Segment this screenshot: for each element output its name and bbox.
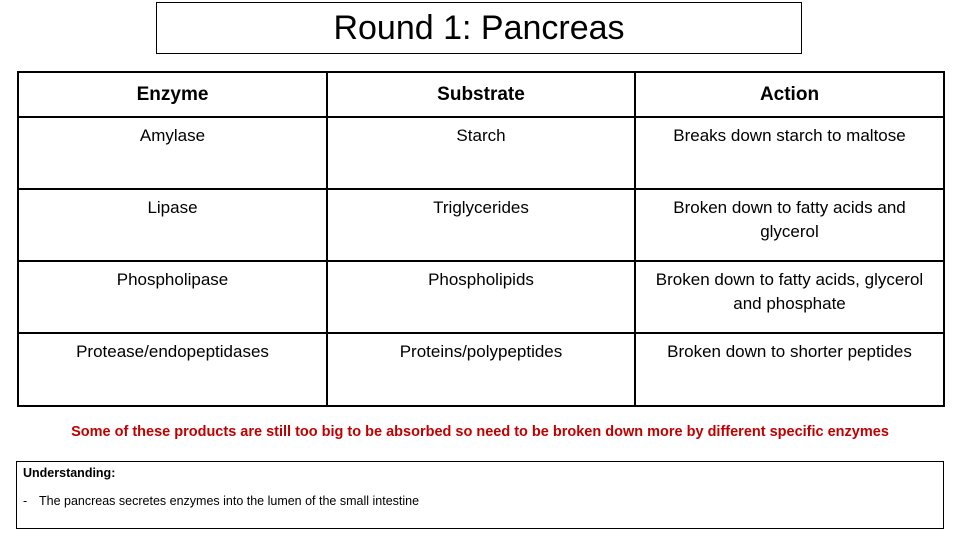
bullet-dash: -: [23, 494, 28, 508]
cell-substrate: Triglycerides: [327, 189, 635, 261]
cell-enzyme: Protease/endopeptidases: [18, 333, 327, 406]
table-row: [18, 117, 944, 189]
understanding-box: [16, 461, 944, 529]
header-enzyme: Enzyme: [18, 72, 327, 117]
cell-action: Breaks down starch to maltose: [635, 117, 944, 189]
header-substrate: Substrate: [327, 72, 635, 117]
understanding-point: [23, 494, 937, 508]
table-header-row: [18, 72, 944, 117]
cell-enzyme: Phospholipase: [18, 261, 327, 333]
absorption-note: Some of these products are still too big to be absorbed so need to be broken down more by different specific enzymes: [71, 424, 889, 440]
table-row: [18, 333, 944, 406]
cell-substrate: Phospholipids: [327, 261, 635, 333]
slide-title-text: Round 1: Pancreas: [333, 9, 625, 47]
cell-action: Broken down to shorter peptides: [635, 333, 944, 406]
cell-action: Broken down to fatty acids and glycerol: [635, 189, 944, 261]
understanding-heading: Understanding:: [23, 466, 116, 480]
cell-substrate: Proteins/polypeptides: [327, 333, 635, 406]
cell-substrate: Starch: [327, 117, 635, 189]
understanding-point-text: The pancreas secretes enzymes into the lumen of the small intestine: [39, 494, 420, 508]
header-action: Action: [635, 72, 944, 117]
cell-enzyme: Amylase: [18, 117, 327, 189]
cell-action: Broken down to fatty acids, glycerol and phosphate: [635, 261, 944, 333]
table-row: [18, 261, 944, 333]
enzyme-table: [17, 71, 945, 407]
cell-enzyme: Lipase: [18, 189, 327, 261]
table-row: [18, 189, 944, 261]
slide-title: [156, 2, 802, 54]
